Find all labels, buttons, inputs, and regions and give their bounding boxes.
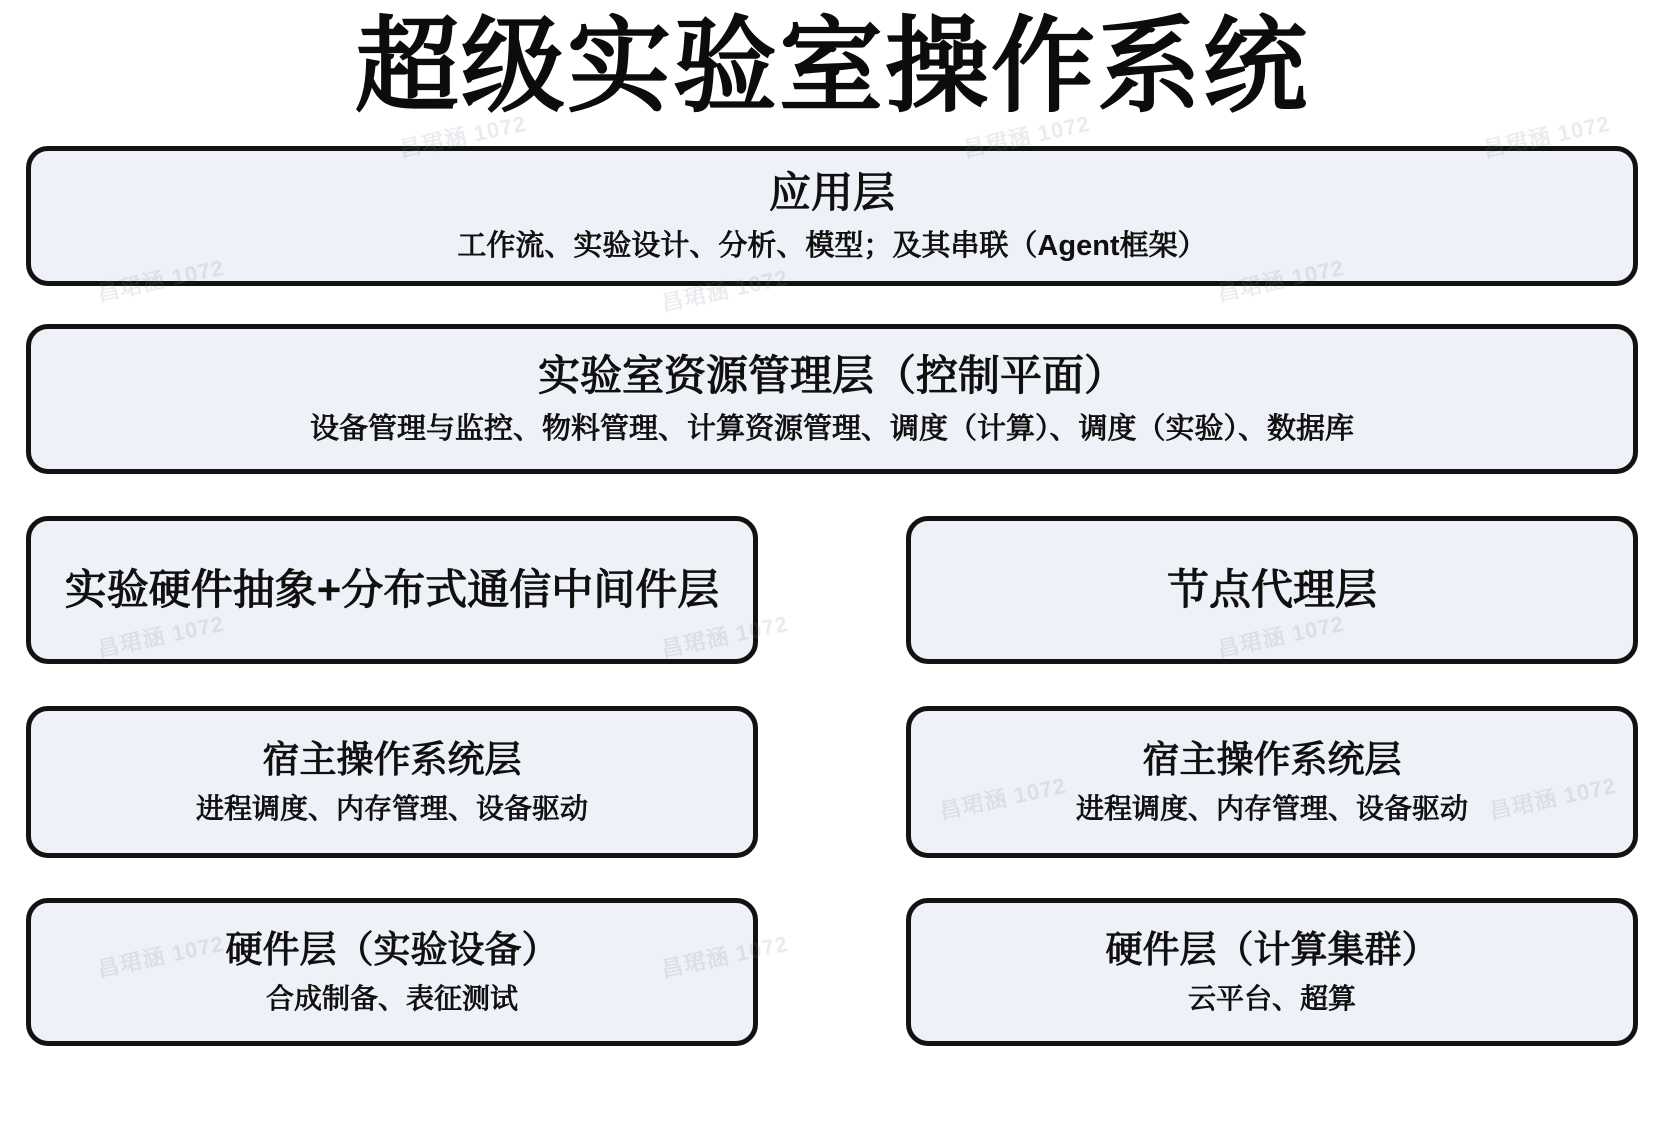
row-middleware (26, 516, 1638, 664)
watermark-text: 昌珺涵 1072 (961, 110, 1093, 163)
layer-host-os-right (906, 706, 1638, 858)
diagram-canvas (0, 2, 1664, 1122)
layer-hardware-compute-cluster (906, 898, 1638, 1046)
layer-resource-management (26, 324, 1638, 474)
watermark-text: 昌珺涵 1072 (1481, 110, 1613, 163)
watermark-text: 昌珺涵 1072 (397, 110, 529, 163)
layer-host-os-right-title: 宿主操作系统层 (1142, 739, 1402, 781)
layer-application (26, 146, 1638, 286)
layer-host-os-left-title: 宿主操作系统层 (262, 739, 522, 781)
layer-application-detail: 工作流、实验设计、分析、模型；及其串联（Agent框架） (457, 229, 1207, 262)
layer-hardware-lab-equipment-title: 硬件层（实验设备） (225, 929, 559, 971)
watermark-text: 1072 (733, 930, 791, 967)
watermark-text: 1072 (733, 610, 791, 647)
layer-resource-management-detail: 设备管理与监控、物料管理、计算资源管理、调度（计算）、调度（实验）、数据库 (309, 412, 1354, 445)
layer-host-os-left (26, 706, 758, 858)
watermark-text: 昌珺涵 1072 (659, 264, 791, 317)
layer-hardware-lab-equipment-detail: 合成制备、表征测试 (265, 983, 518, 1015)
layer-host-os-right-detail: 进程调度、内存管理、设备驱动 (1075, 793, 1468, 825)
page-title: 超级实验室操作系统 (354, 9, 1309, 125)
row-host-os (26, 706, 1638, 858)
layer-resource-management-title: 实验室资源管理层（控制平面） (537, 352, 1126, 400)
layer-host-os-left-detail: 进程调度、内存管理、设备驱动 (195, 793, 588, 825)
layer-hardware-abstraction-middleware-title: 实验硬件抽象+分布式通信中间件层 (64, 565, 720, 613)
layer-node-agent-title: 节点代理层 (1166, 565, 1377, 613)
layer-node-agent (906, 516, 1638, 664)
layer-application-title: 应用层 (768, 169, 895, 217)
layer-hardware-lab-equipment (26, 898, 758, 1046)
layer-hardware-abstraction-middleware (26, 516, 758, 664)
row-hardware (26, 898, 1638, 1046)
layer-hardware-compute-cluster-detail: 云平台、超算 (1187, 983, 1356, 1015)
layer-hardware-compute-cluster-title: 硬件层（计算集群） (1105, 929, 1439, 971)
layer-stack (0, 146, 1664, 1046)
